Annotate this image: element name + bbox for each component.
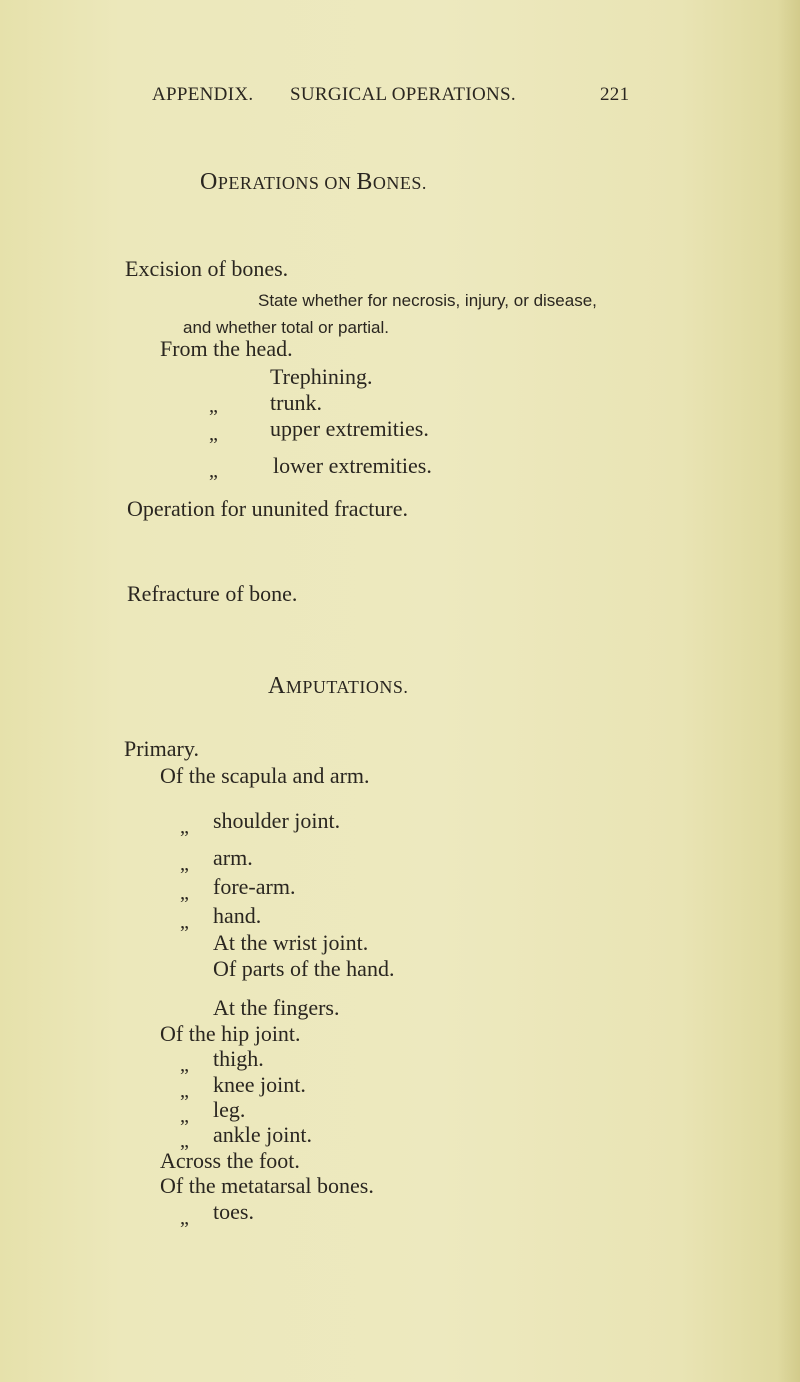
header-title: SURGICAL OPERATIONS. [290, 84, 516, 105]
ditto-mark: „ [180, 1130, 189, 1152]
ditto-mark: „ [180, 816, 189, 838]
title-part-perations: PERATIONS ON [217, 173, 357, 193]
from-lower-extremities: lower extremities. [273, 453, 432, 478]
state-note-line-2: and whether total or partial. [183, 318, 390, 337]
primary-heading: Primary. [124, 736, 199, 761]
ununited-fracture: Operation for ununited fracture. [127, 496, 408, 521]
header-appendix: APPENDIX. [152, 84, 254, 105]
leg: leg. [213, 1097, 246, 1122]
state-note-line-1: State whether for necrosis, injury, or disease, [258, 291, 597, 310]
hand: hand. [213, 903, 262, 928]
title-initial-a: A [268, 673, 286, 699]
title-initial-b: B [356, 169, 373, 195]
trephining: Trephining. [270, 364, 373, 389]
toes: toes. [213, 1199, 254, 1224]
page-edge-shadow [778, 0, 800, 1382]
excision-heading: Excision of bones. [125, 256, 289, 281]
ditto-mark: „ [209, 395, 218, 417]
ditto-mark: „ [180, 911, 189, 933]
ankle-joint: ankle joint. [213, 1122, 312, 1147]
page-number: 221 [600, 84, 630, 105]
from-trunk: trunk. [270, 390, 322, 415]
knee-joint: knee joint. [213, 1072, 306, 1097]
parts-of-hand: Of parts of the hand. [213, 956, 395, 981]
ditto-mark: „ [209, 423, 218, 445]
ditto-mark: „ [180, 1054, 189, 1076]
scapula-and-arm: Of the scapula and arm. [160, 763, 370, 788]
section-title-bones [200, 170, 427, 194]
ditto-mark: „ [180, 853, 189, 875]
across-foot: Across the foot. [160, 1148, 300, 1173]
ditto-mark: „ [180, 1080, 189, 1102]
at-fingers: At the fingers. [213, 995, 340, 1020]
arm: arm. [213, 845, 253, 870]
hip-joint: Of the hip joint. [160, 1021, 301, 1046]
from-upper-extremities: upper extremities. [270, 416, 429, 441]
title-part-ones: ONES. [372, 173, 427, 193]
title-part-mputations: MPUTATIONS. [285, 677, 409, 697]
wrist-joint: At the wrist joint. [213, 930, 369, 955]
shoulder-joint: shoulder joint. [213, 808, 341, 833]
metatarsal-bones: Of the metatarsal bones. [160, 1173, 374, 1198]
from-head: From the head. [160, 336, 293, 361]
refracture: Refracture of bone. [127, 581, 298, 606]
ditto-mark: „ [180, 1207, 189, 1229]
title-initial-o: O [200, 169, 218, 195]
thigh: thigh. [213, 1046, 264, 1071]
ditto-mark: „ [209, 460, 218, 482]
fore-arm: fore-arm. [213, 874, 296, 899]
ditto-mark: „ [180, 1105, 189, 1127]
section-title-amputations [268, 674, 408, 698]
ditto-mark: „ [180, 882, 189, 904]
